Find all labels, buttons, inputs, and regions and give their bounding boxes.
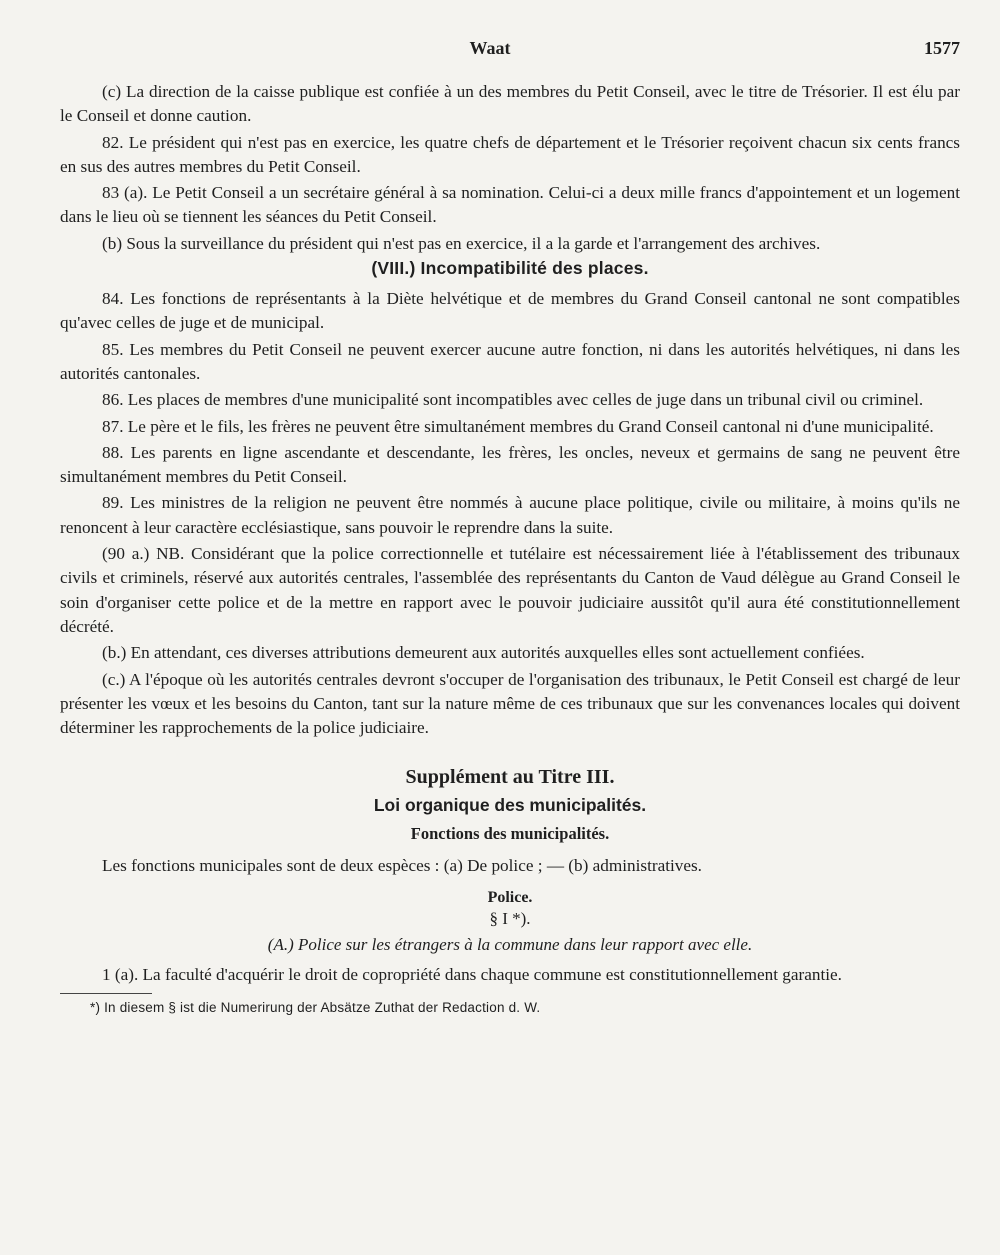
footnote-rule	[60, 993, 152, 994]
italic-heading: (A.) Police sur les étrangers à la commune dans leur rapport avec elle.	[267, 934, 753, 954]
page-number: 1577	[924, 38, 960, 58]
document-body	[60, 80, 960, 1015]
paragraph-90b: (b.) En attendant, ces diverses attributions demeurent aux autorités auxquelles elles sont actuellement confiées.	[102, 643, 865, 663]
paragraph-87: 87. Le père et le fils, les frères ne peuvent être simultanément membres du Grand Conseil cantonal ni d'une municipalité.	[102, 416, 934, 436]
police-title: Police.	[487, 888, 533, 906]
paragraph-83a: 83 (a). Le Petit Conseil a un secrétaire général à sa nomination. Celui-ci a deux mille francs d'appointement et un logement dans le lieu où se tiennent les séances du Petit Conseil.	[60, 183, 960, 227]
fonctions-text: Les fonctions municipales sont de deux espèces : (a) De police ; — (b) administratives.	[102, 856, 702, 876]
paragraph-85: 85. Les membres du Petit Conseil ne peuvent exercer aucune autre fonction, ni dans les autorités helvétiques, ni dans les autorités cantonales.	[60, 339, 960, 383]
paragraph-82: 82. Le président qui n'est pas en exercice, les quatre chefs de département et le Trésorier reçoivent chacun six cents francs en sus des autres membres du Petit Conseil.	[60, 132, 960, 176]
paragraph-83b: (b) Sous la surveillance du président qui n'est pas en exercice, il a la garde et l'arrangement des archives.	[102, 233, 821, 253]
section-viii-title: (VIII.) Incompatibilité des places.	[371, 258, 649, 279]
page-header	[60, 38, 960, 64]
paragraph-86: 86. Les places de membres d'une municipalité sont incompatibles avec celles de juge dans un tribunal civil ou criminel.	[102, 390, 924, 410]
loi-organique-title: Loi organique des municipalités.	[373, 795, 647, 816]
article-1a: 1 (a). La faculté d'acquérir le droit de copropriété dans chaque commune est constitutionnellement garantie.	[102, 964, 842, 984]
supplement-title: Supplément au Titre III.	[405, 766, 615, 789]
paragraph-90a: (90 a.) NB. Considérant que la police correctionnelle et tutélaire est nécessairement liée à l'établissement des tribunaux civils et criminels, réservé aux autorités centrales, l'assemblée des représentants du Canton de Vaud délègue au Grand Conseil le soin d'organiser cette police et de la mettre en rapport avec le pouvoir judiciaire aussitôt qu'il aura été constitutionnellement décrété.	[60, 544, 960, 636]
fonctions-title: Fonctions des municipalités.	[410, 824, 610, 844]
paragraph-81c: (c) La direction de la caisse publique est confiée à un des membres du Petit Conseil, avec le titre de Trésorier. Il est élu par le Conseil et donne caution.	[60, 82, 960, 126]
section-mark: § I *).	[489, 908, 531, 928]
paragraph-90c: (c.) A l'époque où les autorités centrales devront s'occuper de l'organisation des tribunaux, le Petit Conseil est chargé de leur présenter les vœux et les besoins du Canton, tant sur la nature même de ces tribunaux que sur les convenances locales qui doivent déterminer les rapprochements de la police judiciaire.	[60, 669, 960, 738]
footnote: *) In diesem § ist die Numerirung der Absätze Zuthat der Redaction d. W.	[90, 1000, 541, 1016]
running-head: Waat	[469, 38, 511, 58]
document-page	[60, 38, 960, 1015]
paragraph-84: 84. Les fonctions de représentants à la Diète helvétique et de membres du Grand Conseil cantonal ne sont compatibles qu'avec celles de juge et de municipal.	[60, 289, 960, 333]
paragraph-89: 89. Les ministres de la religion ne peuvent être nommés à aucune place politique, civile ou militaire, à moins qu'ils ne renoncent à leur caractère ecclésiastique, sans pouvoir le reprendre dans la suite.	[60, 493, 960, 537]
paragraph-88: 88. Les parents en ligne ascendante et descendante, les frères, les oncles, neveux et germains de sang ne peuvent être simultanément membres du Petit Conseil.	[60, 442, 960, 487]
